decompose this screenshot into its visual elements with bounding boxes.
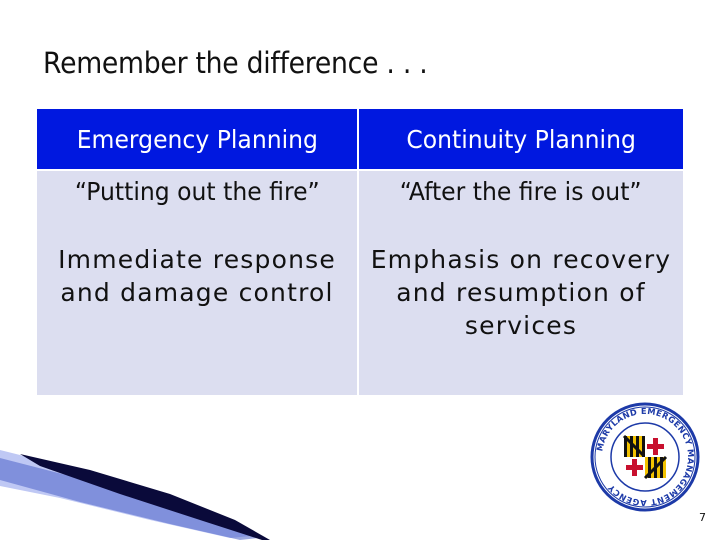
emergency-quote: “Putting out the fire” — [74, 177, 320, 206]
continuity-quote: “After the fire is out” — [400, 177, 642, 206]
mema-seal-icon — [590, 402, 700, 512]
cell-emergency-planning — [37, 171, 357, 395]
header-continuity-planning: Continuity Planning — [359, 109, 683, 169]
continuity-description: Emphasis on recovery and resumption of services — [370, 244, 672, 340]
cell-continuity-planning — [359, 171, 683, 395]
emergency-description: Immediate response and damage control — [58, 244, 336, 307]
comparison-table — [37, 109, 683, 395]
page-number: 7 — [699, 511, 706, 524]
slide-title: Remember the difference . . . — [43, 46, 428, 80]
svg-text:MARYLAND EMERGENCY MANAGEMENT: MARYLAND EMERGENCY MANAGEMENT AGENCY — [594, 405, 697, 509]
header-emergency-planning: Emergency Planning — [37, 109, 357, 169]
decorative-swoosh-icon — [0, 450, 300, 540]
